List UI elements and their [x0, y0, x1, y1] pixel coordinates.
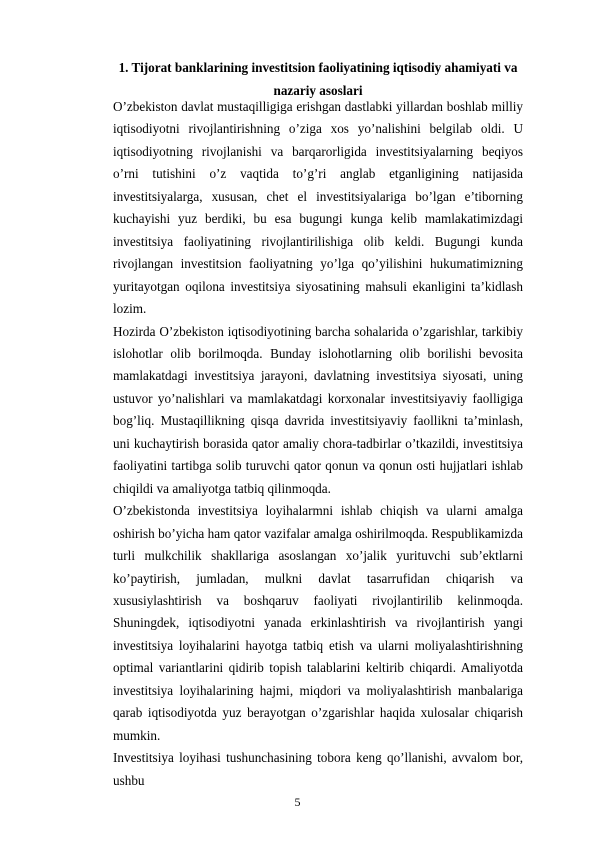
- paragraph-3: O’zbekistonda investitsiya loyihalarmni ishlab chiqish va ularni amalga oshirish bo’yicha ham qator vazifalar amalga oshirilmoqda. Respublikamizda turli mulkchilik shakllariga asoslangan xo’jalik yurituvchi sub’ektlarni ko’paytirish, jumladan, mulkni davlat tasarrufidan chiqarish va xususiylashtirish va boshqaruv faoliyati rivojlantirilib kelinmoqda. Shuningdek, iqtisodiyotni yanada erkinlashtirish va rivojlantirish yangi investitsiya loyihalarini hayotga tatbiq etish va ularni moliyalashtirishning optimal variantlarini qidirib topish talablarini keltirib chiqardi. Amaliyotda investitsiya loyihalarining hajmi, miqdori va moliyalashtirish manbalariga qarab iqtisodiyotda yuz berayotgan o’zgarishlar haqida xulosalar chiqarish mumkin.: [113, 503, 523, 743]
- paragraph-4: Investitsiya loyihasi tushunchasining tobora keng qo’llanishi, avvalom bor, ushbu: [113, 750, 523, 788]
- page-number: 5: [294, 795, 301, 809]
- section-heading-line-1: 1. Tijorat banklarining investitsion faoliyatining iqtisodiy ahamiyati va: [118, 60, 518, 75]
- paragraph-2: Hozirda O’zbekiston iqtisodiyotining barcha sohalarida o’zgarishlar, tarkibiy islohotlar olib borilmoqda. Bunday islohotlarning olib borilishi bevosita mamlakatdagi investitsiya jarayoni, davlatning investitsiya siyosati, uning ustuvor yo’nalishlari va mamlakatdagi korxonalar investitsiyaviy faolligiga bog’liq. Mustaqillikning qisqa davrida investitsiyaviy faollikni ta’minlash, uni kuchaytirish borasida qator amaliy chora-tadbirlar o’tkazildi, investitsiya faoliyatini tartibga solib turuvchi qator qonun va qonun osti hujjatlari ishlab chiqildi va amaliyotga tatbiq qilinmoqda.: [113, 323, 523, 496]
- body-text: [113, 96, 523, 792]
- paragraph-1: O’zbekiston davlat mustaqilligiga erishgan dastlabki yillardan boshlab milliy iqtisodiyotni rivojlantirishning o’ziga xos yo’nalishini belgilab oldi. U iqtisodiyotning rivojlanishi va barqarorligida investitsiyalarning beqiyos o’rni tutishini o’z vaqtida to’g’ri anglab etganligining natijasida investitsiyalarga, xususan, chet el investitsiyalariga bo’lgan e’tiborning kuchayishi yuz berdiki, bu esa bugungi kunga kelib mamlakatimizdagi investitsiya faoliyatining rivojlantirilishiga olib keldi. Bugungi kunda rivojlangan investitsion faoliyatning yo’lga qo’yilishini hukumatimizning yuritayotgan oqilona investitsiya siyosatining mahsuli ekanligini ta’kidlash lozim.: [113, 99, 523, 317]
- section-heading-line-2: nazariy asoslari: [273, 82, 363, 98]
